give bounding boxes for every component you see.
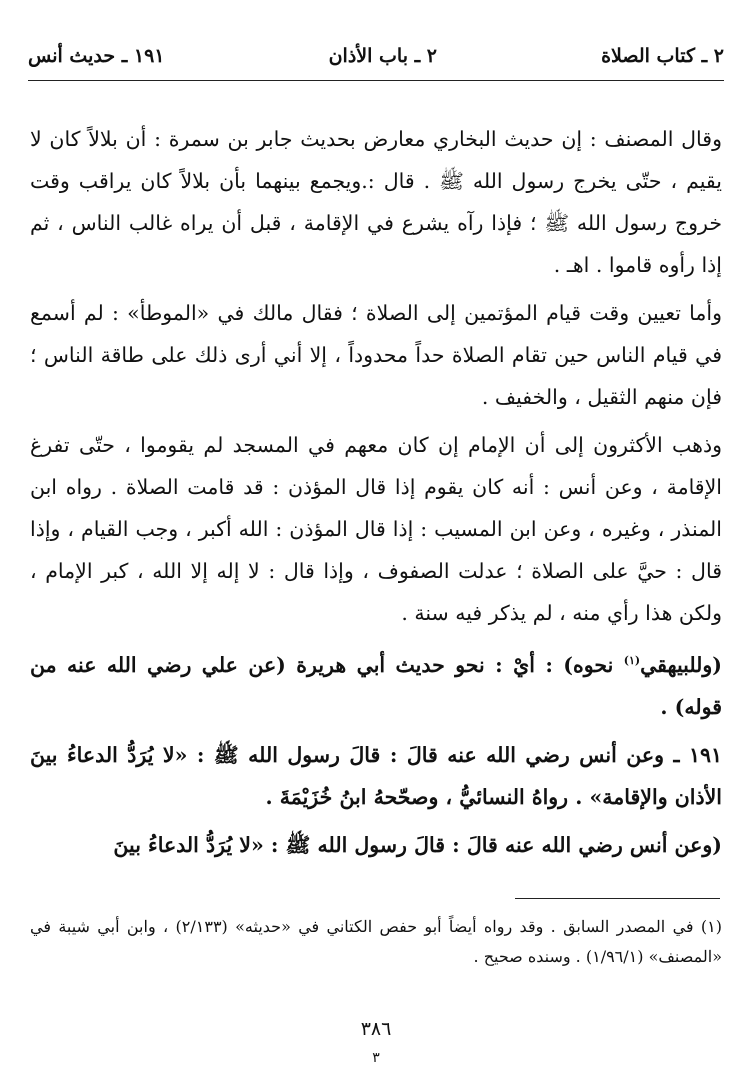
footnote-ref[interactable]: (١) [623, 654, 641, 667]
page-number: ٣٨٦ [360, 1018, 392, 1040]
footnote: (١) في المصدر السابق . وقد رواه أيضاً أبو حفص الكتاني في «حديثه» (٢/١٣٣) ، وابن أبي شيبة في «المصنف» (١/٩٦/١) . وسنده صحيح . [30, 917, 723, 966]
header-divider [28, 80, 724, 81]
bayhaqi-text-end: نحوه) : أيْ : نحو حديث أبي هريرة (عن علي رضي الله عنه من قوله) . [30, 652, 722, 719]
header-book-title: ٢ ـ كتاب الصلاة [601, 45, 724, 67]
footnote-divider [515, 898, 720, 899]
running-header [28, 36, 724, 76]
header-hadith-title: ١٩١ ـ حديث أنس [28, 45, 165, 67]
paragraph-musannif: وقال المصنف : إن حديث البخاري معارض بحديث جابر بن سمرة : أن بلالاً كان لا يقيم ، حتّى يخرج رسول الله ﷺ . قال :.ويجمع بينهما بأن بلالاً كان يراقب وقت خروج رسول الله ﷺ ؛ فإذا رآه يشرع في الإقامة ، قبل أن يراه غالب الناس ، ثم إذا رأوه قاموا . اهـ . [30, 127, 722, 277]
hadith-191-commentary-start: (وعن أنس رضي الله عنه قالَ : قالَ رسول الله ﷺ : «لا يُرَدُّ الدعاءُ بينَ [113, 832, 722, 857]
hadith-191: ١٩١ ـ وعن أنس رضي الله عنه قالَ : قالَ رسول الله ﷺ : «لا يُرَدُّ الدعاءُ بينَ الأذان والإقامة» . رواهُ النسائيُّ ، وصحّحهُ ابنُ خُزَيْمَةَ . [30, 742, 722, 809]
paragraph-bayhaqi [30, 640, 722, 728]
header-chapter-title: ٢ ـ باب الأذان [328, 45, 437, 67]
main-text [30, 118, 722, 872]
bayhaqi-text-start: (وللبيهقي [640, 652, 722, 677]
paragraph-akthar: وذهب الأكثرون إلى أن الإمام إن كان معهم في المسجد لم يقوموا ، حتّى تفرغ الإقامة ، وعن أنس : أنه كان يقوم إذا قال المؤذن : قد قامت الصلاة . رواه ابن المنذر ، وغيره ، وعن ابن المسيب : إذا قال المؤذن : الله أكبر ، وجب القيام ، وإذا قال : حيَّ على الصلاة ؛ عدلت الصفوف ، وإذا قال : لا إله إلا الله ، كبر الإمام ، ولكن هذا رأي منه ، لم يذكر فيه سنة . [30, 433, 722, 625]
signature-mark: ٣ [372, 1050, 380, 1066]
paragraph-malik: وأما تعيين وقت قيام المؤتمين إلى الصلاة ؛ فقال مالك في «الموطأ» : لم أسمع في قيام الناس حين تقام الصلاة حداً محدوداً ، إلا أني أرى ذلك على طاقة الناس ؛ فإن منهم الثقيل ، والخفيف . [30, 301, 722, 409]
